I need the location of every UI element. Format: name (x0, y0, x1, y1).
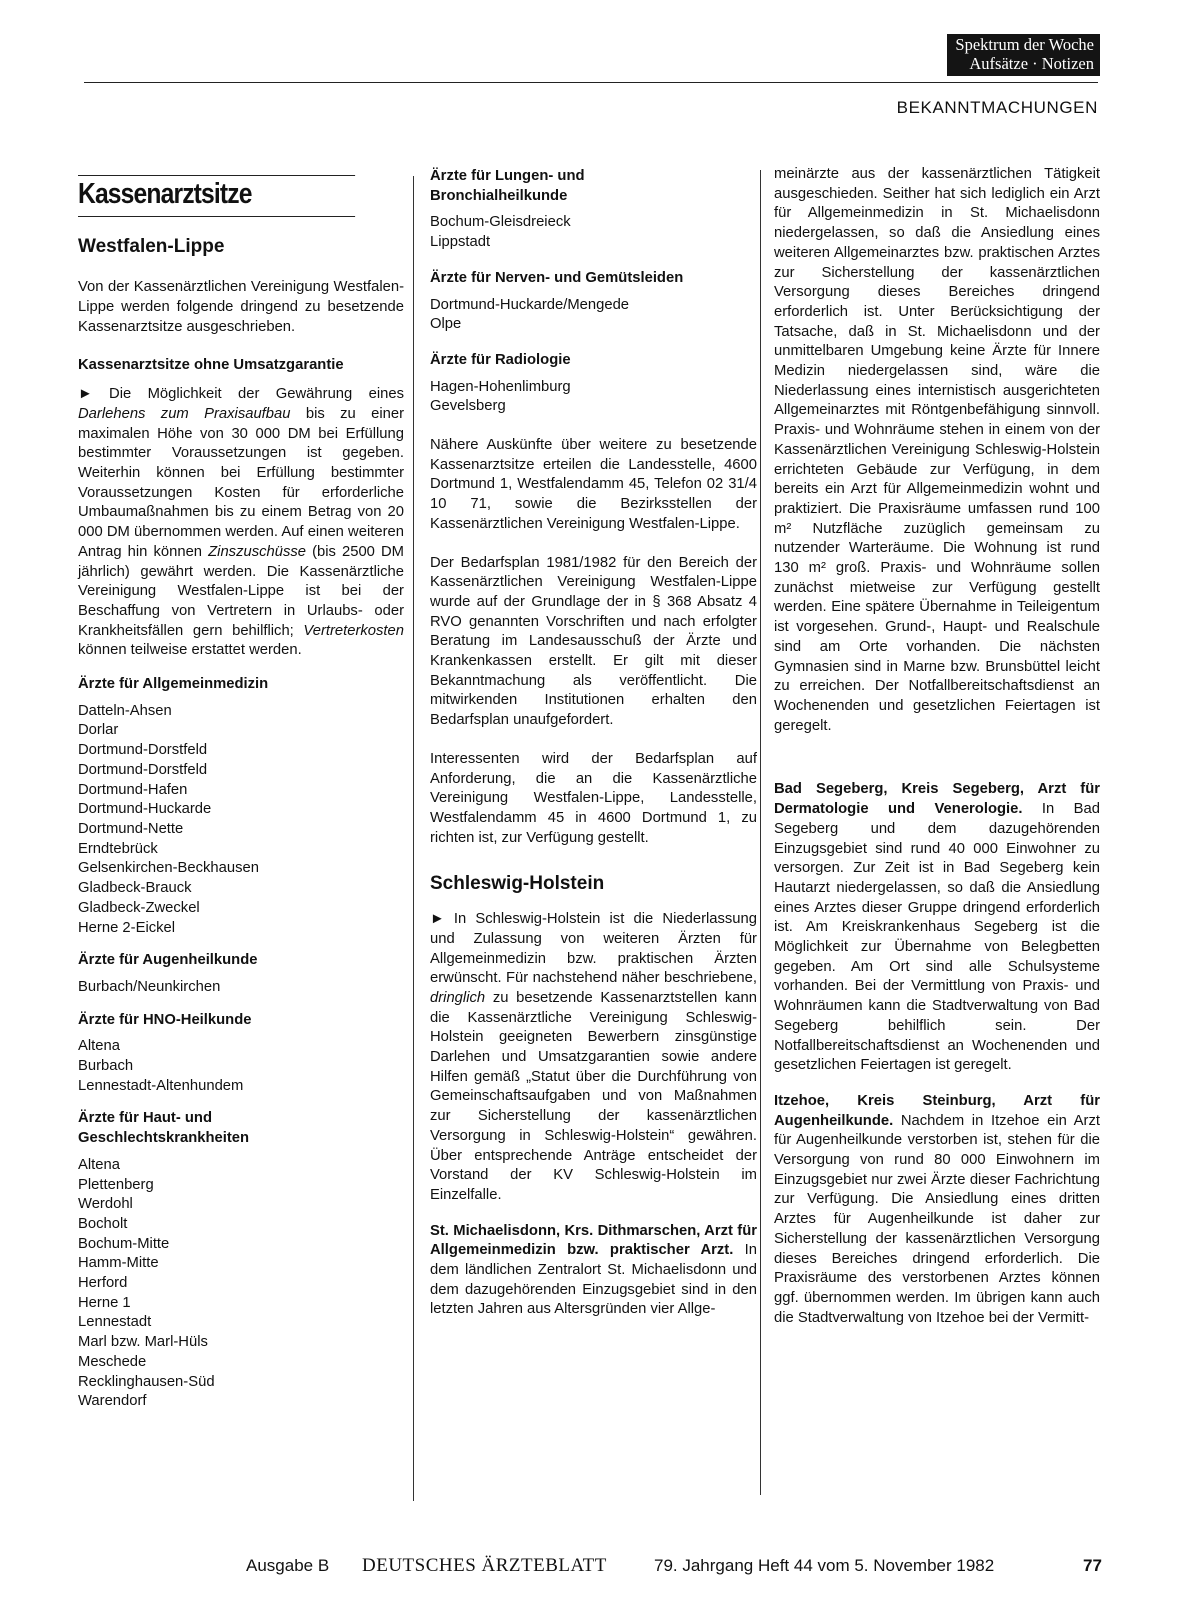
list-item: Marl bzw. Marl-Hüls (78, 1334, 208, 1351)
list-hno (78, 1037, 404, 1096)
paragraph-auskuenfte: Nähere Auskünfte über weitere zu besetzende Kassenarztsitze erteilen die Landesstelle, 4600 Dortmund 1, Westfalendamm 45, Telefon 02 31/4 10 71, sowie die Bezirksstellen der Kassenärztlichen Vereinigung Westfalen-Lippe. (430, 437, 757, 532)
subheading-radiologie: Ärzte für Radiologie (430, 351, 571, 368)
article-title: Kassenarztsitze (78, 175, 355, 217)
list-item: Dortmund-Dorstfeld (78, 761, 208, 778)
list-item: Herne 2-Eickel (78, 919, 176, 936)
lead-st-michaelisdonn: St. Michaelisdonn, Krs. Dithmarschen, Arzt für Allgemeinmedizin bzw. praktischer Arzt. (430, 1222, 757, 1259)
list-item: Bocholt (78, 1215, 128, 1232)
paragraph-st-michaelisdonn: St. Michaelisdonn, Krs. Dithmarschen, Arzt für Allgemeinmedizin bzw. praktischer Arzt. In dem ländlichen Zentralort St. Michaelisdonn und dem dazugehörenden Einzugsgebiet sind in den letzten Jahren aus Altersgründen vier Allge- (430, 1222, 758, 1318)
subheading-augenheilkunde: Ärzte für Augenheilkunde (78, 952, 258, 969)
list-item: Plettenberg (78, 1176, 154, 1193)
subheading-allgemeinmedizin: Ärzte für Allgemeinmedizin (78, 676, 269, 693)
list-item: Werdohl (78, 1196, 133, 1213)
subheading-haut: Ärzte für Haut- und Geschlechtskrankheiten (78, 1110, 250, 1147)
column-divider-1 (413, 176, 414, 1501)
list-item: Burbach (78, 1058, 134, 1075)
paragraph-darlehen: ► Die Möglichkeit der Gewährung eines Darlehens zum Praxisaufbau bis zu einer maximalen Höhe von 30 000 DM bei Erfüllung bestimmter Voraussetzungen ist gegeben. Weiterhin können bei Erfüllung bestimmter Voraussetzungen Kosten für erforderliche Umbaumaßnahmen bis zu einem Betrag von 20 000 DM übernommen werden. Auf einen weiteren Antrag hin können Zinszuschüsse (bis 2500 DM jährlich) gewährt werden. Die Kassenärztliche Vereinigung Westfalen-Lippe ist bei der Beschaffung von Vertretern in Urlaubs- oder Krankheitsfällen gern behilflich; Vertreterkosten können teilweise erstattet werden. (78, 386, 404, 659)
list-item: Dorlar (78, 722, 119, 739)
subheading-hno: Ärzte für HNO-Heilkunde (78, 1011, 252, 1028)
paragraph-bedarfsplan: Der Bedarfsplan 1981/1982 für den Bereich der Kassenärztlichen Vereinigung Westfalen-Lippe wurde auf der Grundlage der in § 368 Absatz 4 RVO genannten Vorschriften und nach erfolgter Beratung im Landesausschuß der Ärzte und Krankenkassen erstellt. Er gilt mit dieser Bekanntmachung als veröffentlicht. Die mitwirkenden Institutionen erhalten den Bedarfsplan unaufgefordert. (430, 554, 757, 729)
column-2 (430, 167, 757, 1320)
list-augenheilkunde (78, 978, 404, 998)
list-item: Dortmund-Hafen (78, 781, 188, 798)
section-label: BEKANNTMACHUNGEN (896, 98, 1098, 117)
list-item: Gladbeck-Brauck (78, 880, 192, 897)
list-item: Lennestadt-Altenhundem (78, 1077, 244, 1094)
list-nerven (430, 296, 757, 335)
arrow-icon: ► (430, 911, 445, 928)
subheading-ohne-umsatzgarantie: Kassenarztsitze ohne Umsatzgarantie (78, 356, 344, 373)
footer-issue: 79. Jahrgang Heft 44 vom 5. November 1982 (654, 1556, 995, 1575)
list-item: Altena (78, 1156, 120, 1173)
list-item: Hagen-Hohenlimburg (430, 378, 571, 395)
list-item: Olpe (430, 316, 462, 333)
list-item: Erndtebrück (78, 840, 158, 857)
lead-bad-segeberg: Bad Segeberg, Kreis Segeberg, Arzt für Dermatologie und Venerologie. (774, 781, 1100, 818)
top-rule (84, 82, 1098, 83)
paragraph-interessenten: Interessenten wird der Bedarfsplan auf Anforderung, die an die Kassenärztliche Vereinigung Westfalen-Lippe, Landesstelle, Westfalendamm 45 in 4600 Dortmund 1, zu richten ist, zur Verfügung gestellt. (430, 750, 757, 846)
list-item: Recklinghausen-Süd (78, 1373, 215, 1390)
section-tag (947, 34, 1100, 76)
list-allgemeinmedizin (78, 702, 404, 938)
paragraph-itzehoe: Itzehoe, Kreis Steinburg, Arzt für Augenheilkunde. Nachdem in Itzehoe ein Arzt für Augenheilkunde verstorben ist, stehen für die Versorgung von rund 80 000 Einwohnern im Einzugsgebiet nur zwei Ärzte dieser Fachrichtung zur Verfügung. Die Ansiedlung eines dritten Arztes für Augenheilkunde ist daher zur Sicherstellung der kassenärztlichen Versorgung dieses Bereiches dringend erforderlich. Die Praxisräume des verstorbenen Arztes können ggf. übernommen werden. Im übrigen kann auch die Stadtverwaltung von Itzehoe bei der Vermitt- (774, 1092, 1100, 1326)
list-item: Warendorf (78, 1393, 147, 1410)
list-item: Bochum-Mitte (78, 1235, 170, 1252)
list-lungen (430, 213, 757, 252)
list-haut (78, 1156, 404, 1412)
paragraph-schleswig-holstein: ► In Schleswig-Holstein ist die Niederlassung und Zulassung von weiteren Ärzten für Allgemeinmedizin bzw. praktischen Ärzten erwünscht. Für nachstehend näher beschriebene, dringlich zu besetzende Kassenarztstellen kann die Kassenärztliche Vereinigung Schleswig-Holstein geeigneten Bewerbern zinsgünstige Darlehen und Umsatzgarantien sowie andere Hilfen gemäß „Statut über die Durchführung von Gemeinschaftsaufgaben und von Maßnahmen zur Sicherstellung der kassenärztlichen Versorgung in Schleswig-Holstein“ gewähren. Über entsprechende Anträge entscheidet der Vorstand der KV Schleswig-Holstein im Einzelfalle. (430, 911, 757, 1203)
footer-publication: DEUTSCHES ÄRZTEBLATT (362, 1555, 607, 1576)
list-item: Dortmund-Huckarde/Mengede (430, 296, 630, 313)
column-1 (78, 175, 404, 1412)
intro-paragraph: Von der Kassenärztlichen Vereinigung Westfalen-Lippe werden folgende dringend zu besetzende Kassenarztsitze ausgeschrieben. (78, 279, 404, 335)
list-item: Datteln-Ahsen (78, 702, 172, 719)
list-item: Dortmund-Huckarde (78, 801, 212, 818)
list-item: Meschede (78, 1353, 147, 1370)
list-item: Bochum-Gleisdreieck (430, 214, 571, 231)
list-item: Hamm-Mitte (78, 1255, 159, 1272)
column-3 (774, 165, 1100, 1328)
section-tag-line2: Aufsätze · Notizen (969, 54, 1094, 73)
list-item: Altena (78, 1038, 120, 1055)
footer-ausgabe: Ausgabe B (246, 1556, 330, 1575)
column-divider-2 (760, 170, 761, 1495)
list-item: Dortmund-Nette (78, 820, 184, 837)
list-item: Herne 1 (78, 1294, 131, 1311)
region-heading-westfalen: Westfalen-Lippe (78, 235, 225, 257)
arrow-icon: ► (78, 386, 93, 403)
section-tag-line1: Spektrum der Woche (955, 35, 1094, 54)
subheading-lungen: Ärzte für Lungen- und Bronchialheilkunde (430, 168, 585, 204)
subheading-nerven: Ärzte für Nerven- und Gemütsleiden (430, 269, 684, 286)
region-heading-schleswig-holstein: Schleswig-Holstein (430, 873, 605, 895)
paragraph-st-michaelisdonn-cont: meinärzte aus der kassenärztlichen Tätigkeit ausgeschieden. Seither hat sich lediglich ein Arzt für Allgemeinmedizin in St. Michaelisdonn niedergelassen, so daß die Ansiedlung eines weiteren Allgemeinarztes bzw. praktischen Arztes zur Sicherstellung der kassenärztlichen Versorgung dieses Bereiches dringend erforderlich ist. Unter Berücksichtigung der Tatsache, daß in St. Michaelisdonn und der unmittelbaren Umgebung keine Ärzte für Innere Medizin niedergelassen sind, wäre die Niederlassung eines internistisch ausgerichteten Allgemeinarztes mit Röntgenbefähigung sinnvoll. Praxis- und Wohnräume stehen in einem von der Kassenärztlichen Vereinigung Schleswig-Holstein errichteten Gebäude zur Verfügung, in dem bereits ein Arzt für Allgemeinmedizin wohnt und praktiziert. Die Praxisräume umfassen rund 100 m² Nutzfläche zuzüglich gemeinsam zu nutzender Warteräume. Die Wohnung ist rund 130 m² groß. Praxis- und Wohnräume sollen zunächst mietweise zur Verfügung gestellt werden. Eine spätere Übernahme in Teileigentum ist vorgesehen. Grund-, Haupt- und Realschule sind am Orte vorhanden. Die nächsten Gymnasien sind in Marne bzw. Brunsbüttel leicht zu erreichen. Der Notfallbereitschaftsdienst an Wochenenden und gesetzlichen Feiertagen ist geregelt. (774, 166, 1100, 734)
list-item: Lennestadt (78, 1314, 152, 1331)
list-item: Gladbeck-Zweckel (78, 899, 200, 916)
list-item: Lippstadt (430, 234, 491, 251)
page-number: 77 (1083, 1556, 1102, 1575)
paragraph-bad-segeberg: Bad Segeberg, Kreis Segeberg, Arzt für Dermatologie und Venerologie. In Bad Segeberg und dem dazugehörenden Einzugsgebiet sind rund 40 000 Einwohner zu versorgen. Zur Zeit ist in Bad Segeberg kein Hautarzt niedergelassen, so daß die Ansiedlung eines Arztes dieser Gruppe dringend erforderlich ist. Am Kreiskrankenhaus Segeberg ist die Möglichkeit zur Übernahme von Belegbetten gegeben. Am Ort sind alle Schulsysteme vorhanden. Bei der Vermittlung von Praxis- und Wohnräumen kann die Stadtverwaltung von Bad Segeberg behilflich sein. Der Notfallbereitschaftsdienst an Wochenenden und gesetzlichen Feiertagen ist geregelt. (774, 781, 1100, 1074)
list-item: Herford (78, 1275, 128, 1292)
list-item: Gevelsberg (430, 398, 506, 415)
list-radiologie (430, 378, 757, 417)
list-item: Burbach/Neunkirchen (78, 978, 221, 995)
list-item: Dortmund-Dorstfeld (78, 742, 208, 759)
list-item: Gelsenkirchen-Beckhausen (78, 860, 259, 877)
lead-itzehoe: Itzehoe, Kreis Steinburg, Arzt für Augenheilkunde. (774, 1092, 1100, 1129)
